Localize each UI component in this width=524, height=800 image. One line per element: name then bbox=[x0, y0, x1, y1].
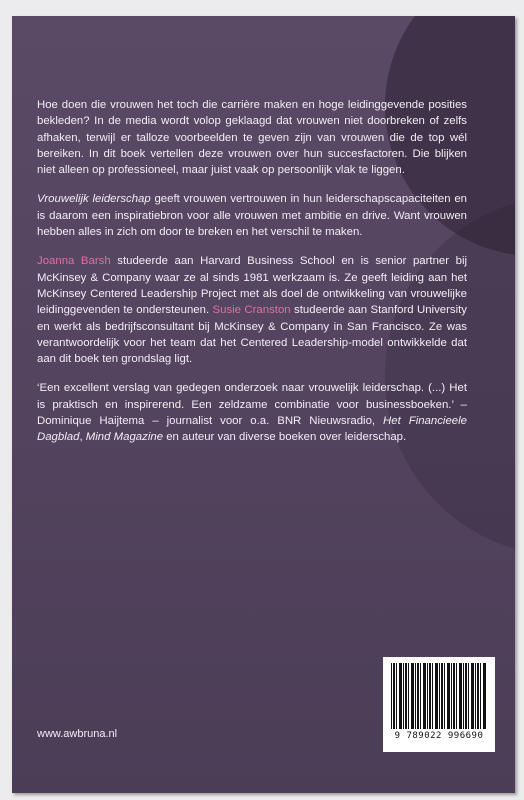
quote-source-2: Mind Magazine bbox=[85, 431, 164, 444]
intro-paragraph: Hoe doen die vrouwen het toch die carrière maken en hoge leidinggevende posities bekleden? In de media wordt volop geklaagd dat vrouwen niet doorbreken of zelfs afhaken, terwijl er talloze voorbeelden te geven zijn van vrouwen die de top wél bereiken. In dit boek vertellen deze vrouwen over hun succesfactoren. Die blijken niet alleen op professioneel, maar juist vaak op persoonlijk vlak te liggen. bbox=[37, 99, 467, 177]
book-title: Vrouwelijk leiderschap bbox=[37, 193, 151, 206]
blurb-text bbox=[37, 97, 467, 459]
barcode-number: 9 789022 996690 bbox=[394, 731, 484, 741]
barcode bbox=[383, 657, 495, 752]
author-name-2: Susie Cranston bbox=[212, 304, 291, 317]
quote-separator: , bbox=[79, 431, 86, 444]
author-name-1: Joanna Barsh bbox=[37, 255, 111, 268]
authors-paragraph bbox=[37, 253, 467, 367]
description-paragraph bbox=[37, 191, 467, 240]
quote-tail: en auteur van diverse boeken over leiderschap. bbox=[163, 431, 407, 444]
author-bio-2: studeerde aan Stanford University en werkt als bedrijfsconsultant bij McKinsey & Company in San Francisco. Ze was verantwoordelijk voor het team dat het Centered Leadership-model ontwikkelde dat aan dit boek ten grondslag ligt. bbox=[37, 304, 467, 366]
quote-source-1: Het Financieele Dagblad bbox=[37, 415, 467, 444]
review-quote bbox=[37, 380, 467, 445]
description-text: geeft vrouwen vertrouwen in hun leiderschapscapaciteiten en is daarom een inspiratiebron voor alle vrouwen met ambitie en drive. Want vrouwen hebben alles in zich om door te breken en het verschil te maken. bbox=[37, 193, 468, 239]
author-bio-1: studeerde aan Harvard Business School en is senior partner bij McKinsey & Company waar ze al sinds 1981 werkzaam is. Ze geeft leiding aan het McKinsey Centered Leadership Project met als doel de ontwikkeling van vrouwelijke leidinggevenden te ondersteunen. bbox=[37, 255, 468, 317]
quote-text: ‘Een excellent verslag van gedegen onderzoek naar vrouwelijk leiderschap. (...) Het is praktisch en inspirerend. Een zeldzame combinatie voor businessboeken.’ – Dominique Haijtema – journalist voor o.a. BNR Nieuwsradio, bbox=[37, 382, 467, 428]
barcode-bars bbox=[391, 663, 487, 729]
publisher-website: www.awbruna.nl bbox=[37, 728, 118, 740]
